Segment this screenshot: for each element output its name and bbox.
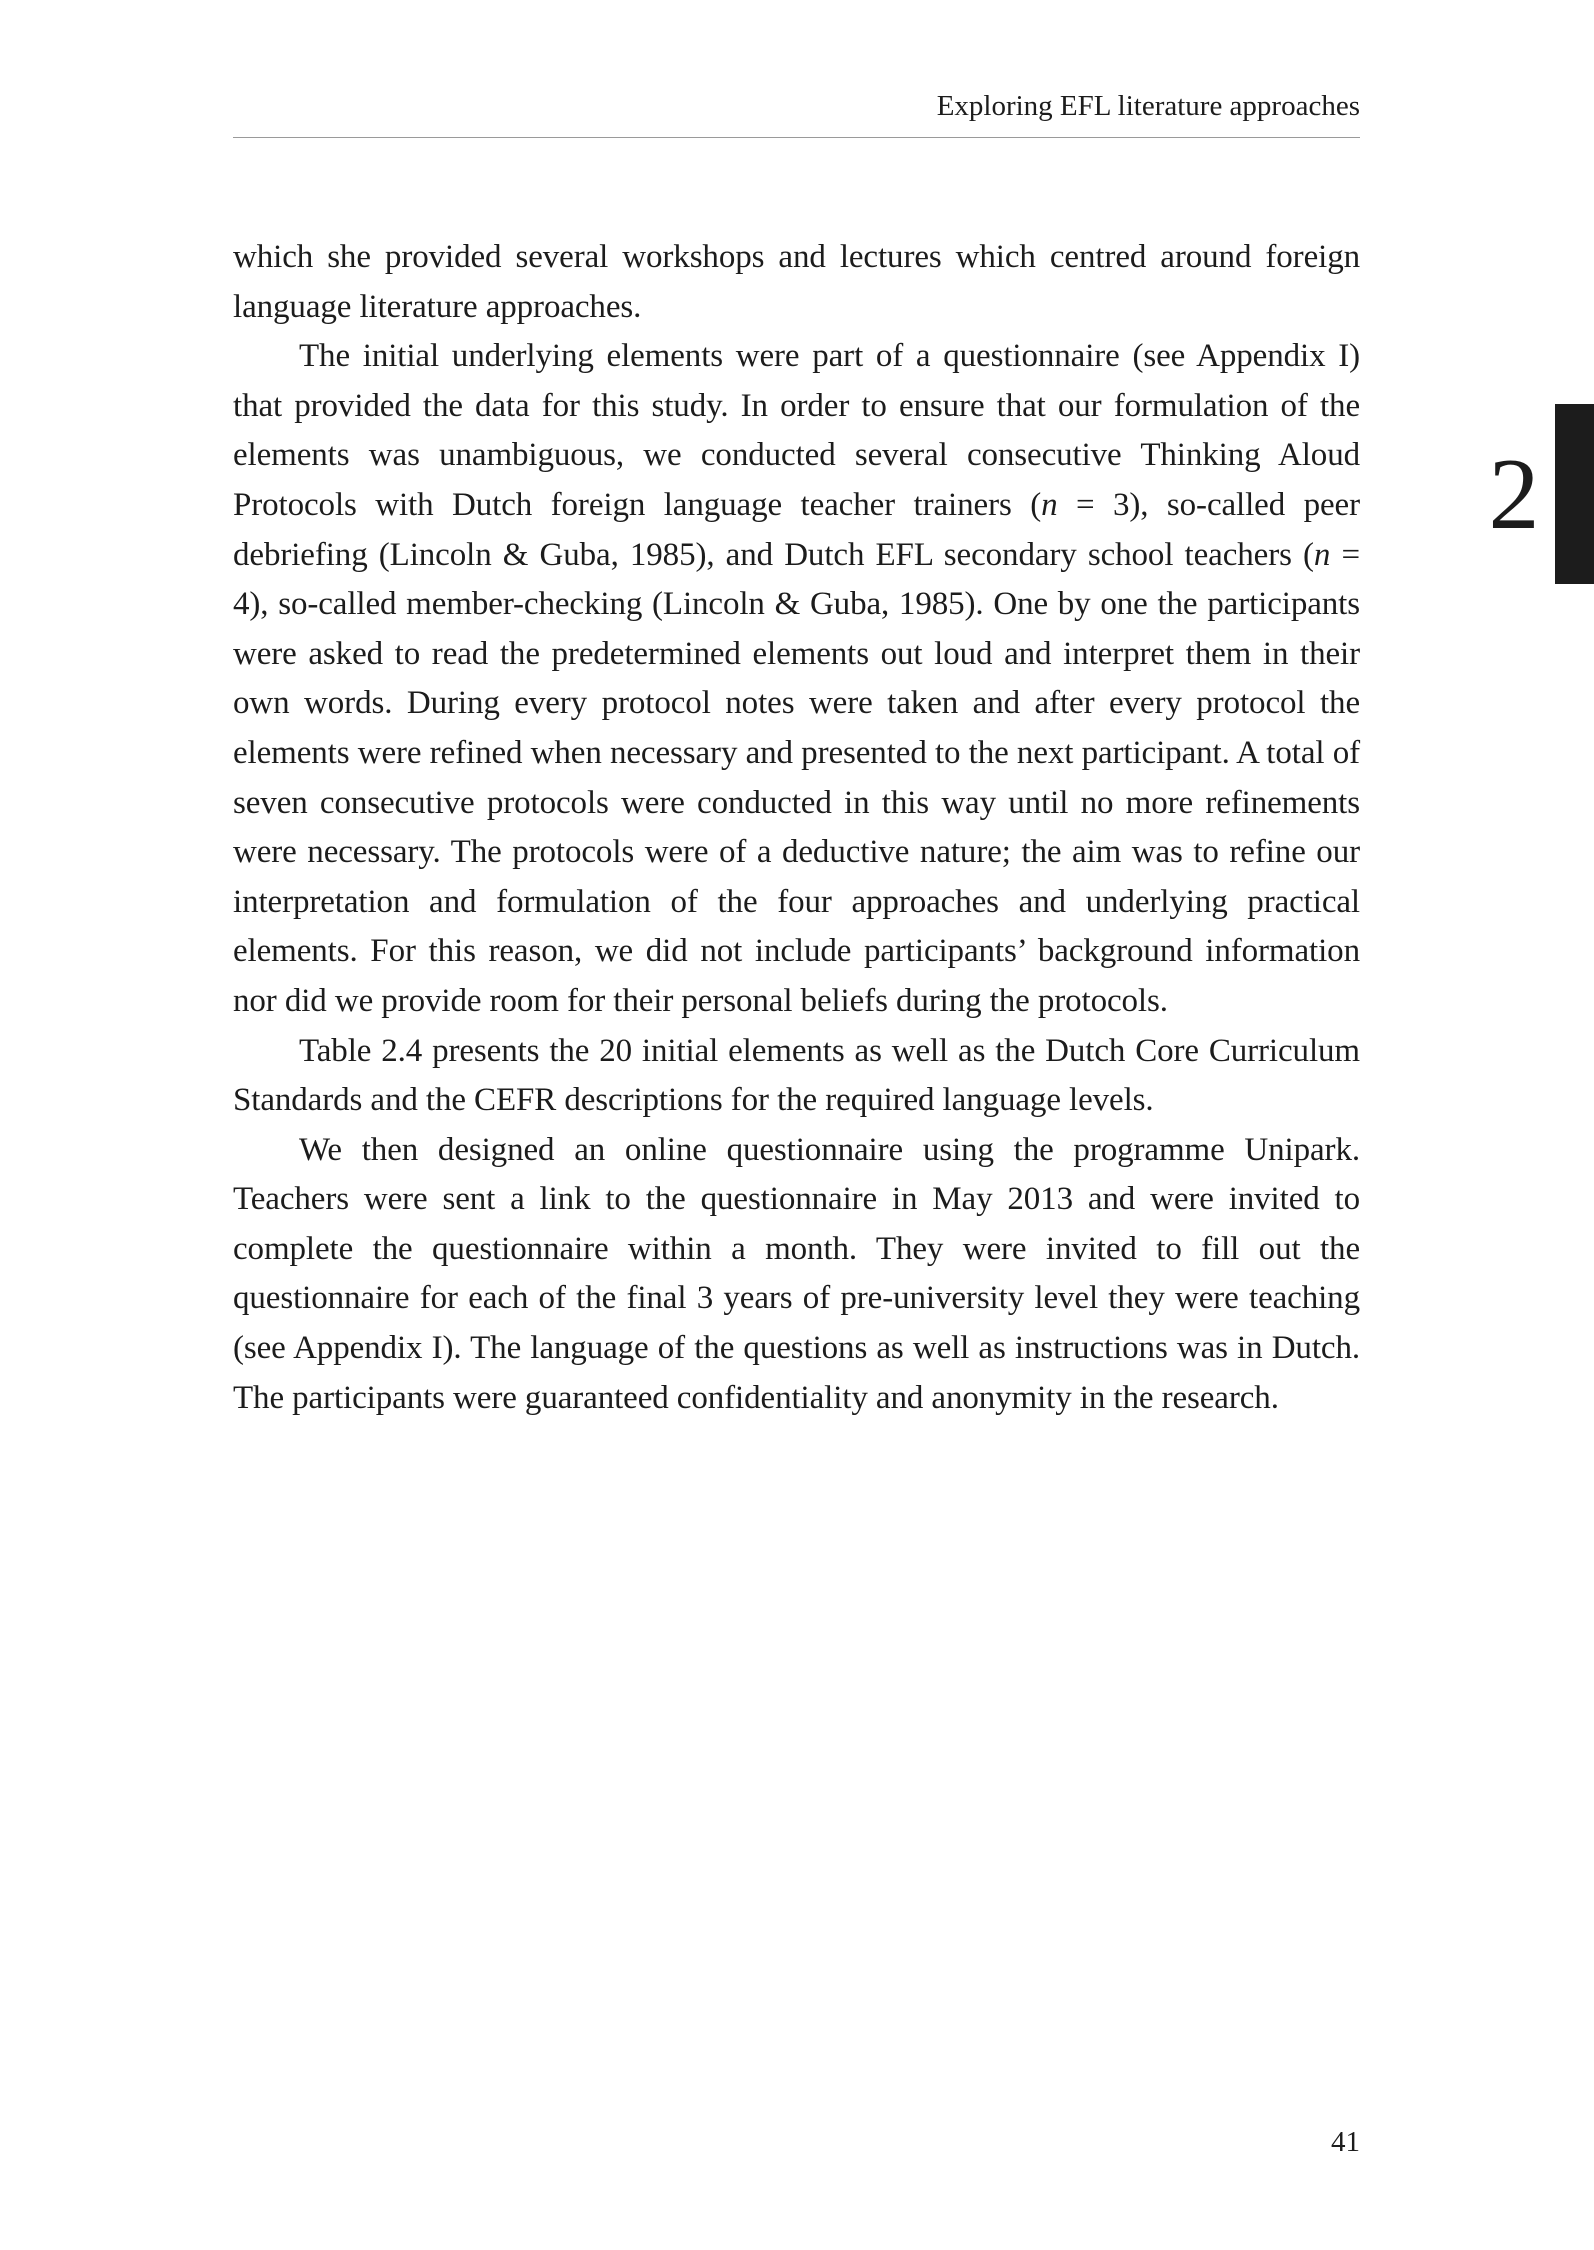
- paragraph-questionnaire: We then designed an online questionnaire using the programme Unipark. Teachers were sent a link to the questionnaire in May 2013 and were invited to complete the questionnaire within a month. They were invited to fill out the questionnaire for each of the final 3 years of pre-university level they were teaching (see Appendix I). The language of the questions as well as instructions was in Dutch. The participants were guaranteed confidentiality and anonymity in the research.: [233, 1131, 1360, 1416]
- header-rule: [233, 137, 1360, 138]
- paragraph-protocols: The initial underlying elements were part of a questionnaire (see Appendix I) that provided the data for this study. In order to ensure that our formulation of the elements was unambiguous, we conducted several consecutive Thinking Aloud Protocols with Dutch foreign language teacher trainers (n = 3), so-called peer debriefing (Lincoln & Guba, 1985), and Dutch EFL secondary school teachers (n = 4), so-called member-checking (Lincoln & Guba, 1985). One by one the participants were asked to read the predetermined elements out loud and interpret them in their own words. During every protocol notes were taken and after every protocol the elements were refined when necessary and presented to the next participant. A total of seven consecutive protocols were conducted in this way until no more refinements were necessary. The protocols were of a deductive nature; the aim was to refine our interpretation and formulation of the four approaches and underlying practical elements. For this reason, we did not include participants’ background information nor did we provide room for their personal beliefs during the protocols.: [233, 338, 1360, 1019]
- italic-n: n: [1313, 536, 1331, 573]
- paragraph-table-reference: Table 2.4 presents the 20 initial elements as well as the Dutch Core Curriculum Standards and the CEFR descriptions for the required language levels.: [233, 1032, 1360, 1119]
- chapter-number: 2: [1488, 438, 1540, 551]
- page-number: 41: [1331, 2126, 1360, 2158]
- chapter-tab-marker: [1555, 404, 1594, 584]
- running-header: Exploring EFL literature approaches: [936, 90, 1360, 122]
- body-text: [233, 233, 1360, 1423]
- paragraph-continuation: which she provided several workshops and lectures which centred around foreign language literature approaches.: [233, 239, 1360, 325]
- italic-n: n: [1041, 486, 1058, 523]
